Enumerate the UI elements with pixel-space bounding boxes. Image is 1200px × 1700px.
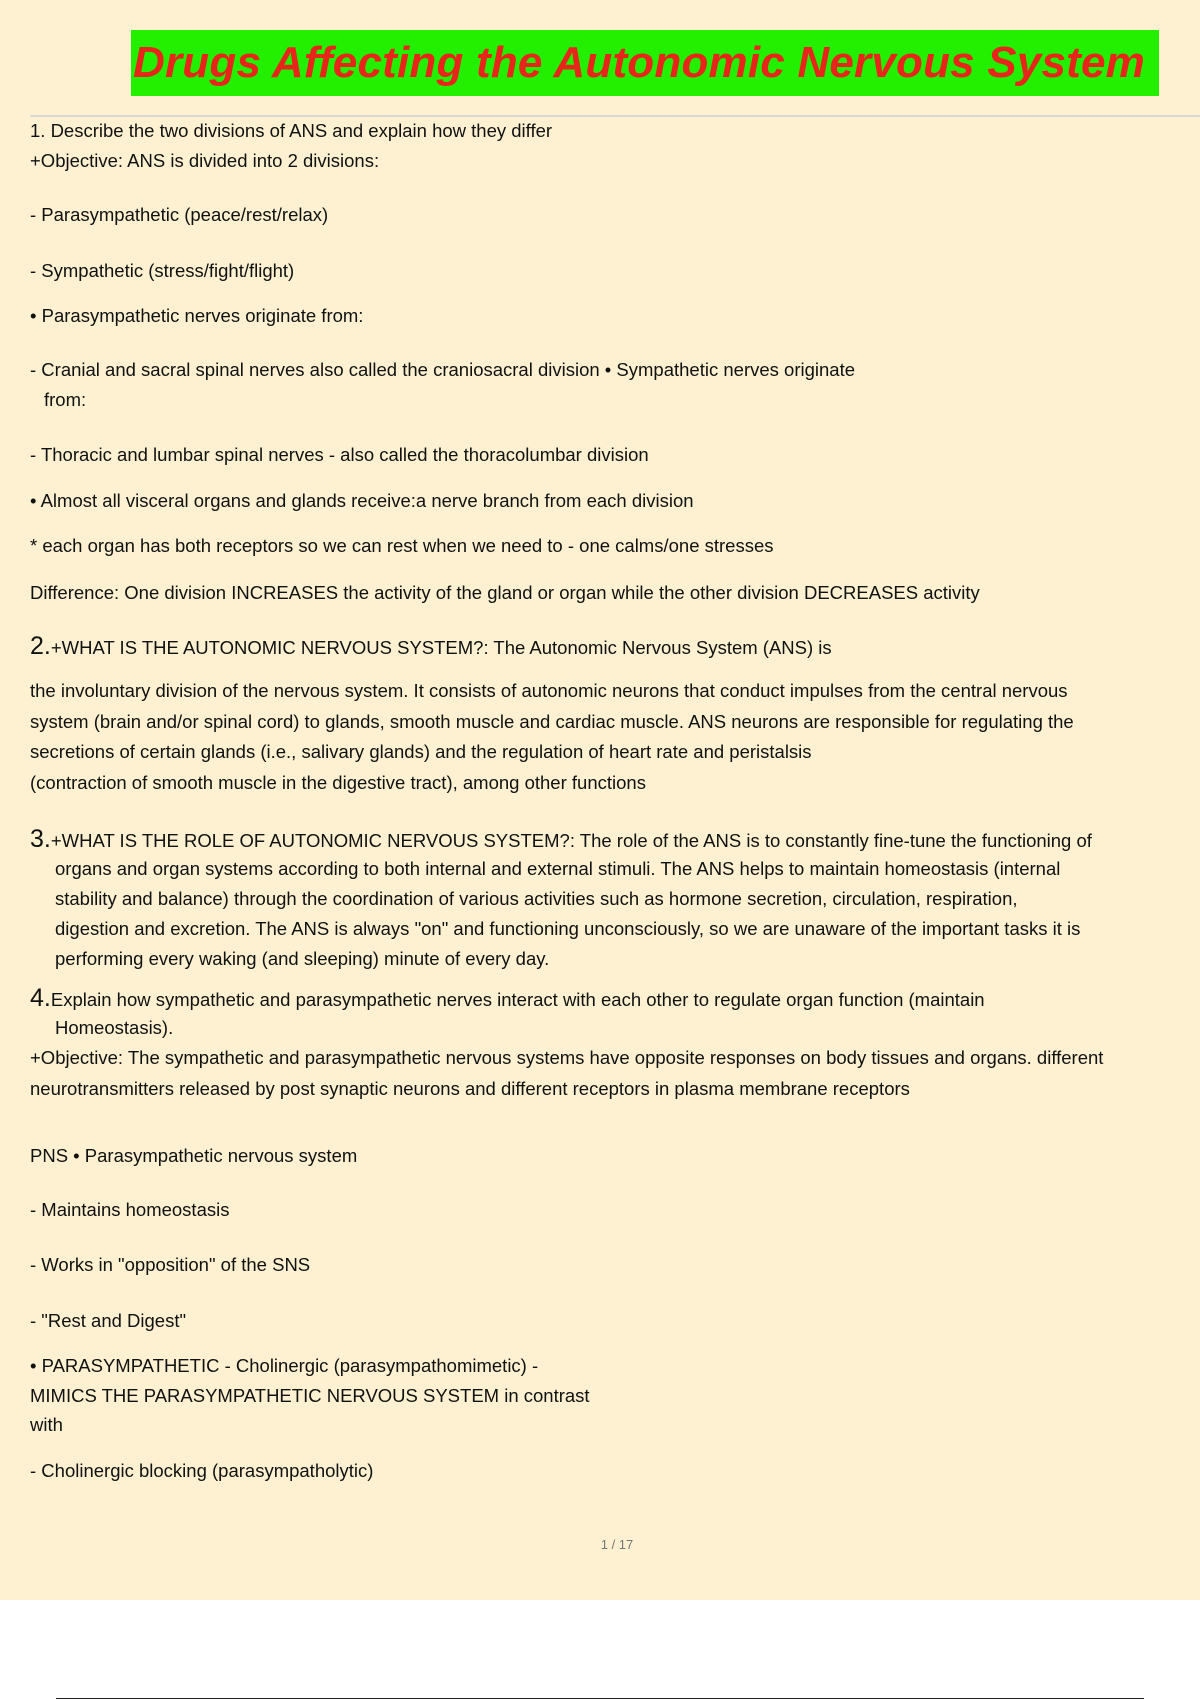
question-4-heading-cont: Homeostasis). xyxy=(55,1017,174,1038)
body-line: the involuntary division of the nervous system. It consists of autonomic neurons that conduct impulses from the central nervous xyxy=(30,680,1068,701)
sympathetic-item: - Sympathetic (stress/fight/flight) xyxy=(30,260,295,281)
question-4-number: 4. xyxy=(30,984,51,1012)
cholinergic-line: • PARASYMPATHETIC - Cholinergic (parasympathomimetic) - xyxy=(30,1355,539,1376)
thoracolumbar-line: - Thoracic and lumbar spinal nerves - also called the thoracolumbar division xyxy=(30,444,649,465)
parasympathetic-origin: • Parasympathetic nerves originate from: xyxy=(30,305,364,326)
body-line: +Objective: The sympathetic and parasympathetic nervous systems have opposite responses on body tissues and organs. different xyxy=(30,1047,1104,1068)
pns-item: - "Rest and Digest" xyxy=(30,1310,187,1331)
receptors-note: * each organ has both receptors so we can rest when we need to - one calms/one stresses xyxy=(30,535,774,556)
objective-line: +Objective: ANS is divided into 2 divisions: xyxy=(30,150,380,171)
footer-divider xyxy=(56,1698,1144,1699)
page-number: 1 / 17 xyxy=(600,1537,634,1552)
pns-item: - Maintains homeostasis xyxy=(30,1199,230,1220)
body-line: secretions of certain glands (i.e., salivary glands) and the regulation of heart rate and peristalsis xyxy=(30,741,812,762)
craniosacral-line-cont: from: xyxy=(44,389,87,410)
pns-item: - Works in "opposition" of the SNS xyxy=(30,1254,311,1275)
body-line: system (brain and/or spinal cord) to glands, smooth muscle and cardiac muscle. ANS neurons are responsible for regulating the xyxy=(30,710,1074,732)
body-line: digestion and excretion. The ANS is always "on" and functioning unconsciously, so we are unaware of the important tasks it is xyxy=(55,918,1081,939)
question-4-text: Explain how sympathetic and parasympathetic nerves interact with each other to regulate organ function (maintain xyxy=(50,989,985,1010)
question-2-number: 2. xyxy=(30,632,51,660)
craniosacral-line: - Cranial and sacral spinal nerves also called the craniosacral division • Sympathetic nerves originate xyxy=(30,359,855,380)
visceral-organs-line: • Almost all visceral organs and glands receive:a nerve branch from each division xyxy=(30,490,694,511)
body-line: (contraction of smooth muscle in the digestive tract), among other functions xyxy=(30,771,646,793)
question-2-body xyxy=(30,676,1200,798)
question-4-objective xyxy=(30,1043,1200,1104)
question-2-text: +WHAT IS THE AUTONOMIC NERVOUS SYSTEM?: The Autonomic Nervous System (ANS) is xyxy=(50,637,832,658)
question-1-heading: 1. Describe the two divisions of ANS and explain how they differ xyxy=(30,120,553,141)
parasympathetic-item: - Parasympathetic (peace/rest/relax) xyxy=(30,204,329,225)
body-line: performing every waking (and sleeping) minute of every day. xyxy=(55,948,550,969)
question-3-heading xyxy=(30,824,1092,856)
pns-heading: PNS • Parasympathetic nervous system xyxy=(30,1145,358,1166)
cholinergic-line: MIMICS THE PARASYMPATHETIC NERVOUS SYSTEM in contrast xyxy=(30,1385,590,1406)
question-3-number: 3. xyxy=(30,825,51,853)
body-line: stability and balance) through the coordination of various activities such as hormone secretion, circulation, respiration, xyxy=(55,888,1018,909)
question-4-heading xyxy=(30,983,985,1015)
body-line: organs and organ systems according to both internal and external stimuli. The ANS helps to maintain homeostasis (internal xyxy=(55,858,1061,879)
document-title: Drugs Affecting the Autonomic Nervous System xyxy=(133,38,1145,87)
question-2-heading xyxy=(30,631,832,663)
cholinergic-line: with xyxy=(30,1414,63,1435)
question-3-text: +WHAT IS THE ROLE OF AUTONOMIC NERVOUS SYSTEM?: The role of the ANS is to constantly fine-tune the functioning of xyxy=(50,830,1092,851)
body-line: neurotransmitters released by post synaptic neurons and different receptors in plasma membrane receptors xyxy=(30,1077,910,1099)
title-highlight xyxy=(131,30,1159,96)
difference-line: Difference: One division INCREASES the activity of the gland or organ while the other division DECREASES activity xyxy=(30,582,980,603)
cholinergic-blocking-line: - Cholinergic blocking (parasympatholytic) xyxy=(30,1460,374,1481)
